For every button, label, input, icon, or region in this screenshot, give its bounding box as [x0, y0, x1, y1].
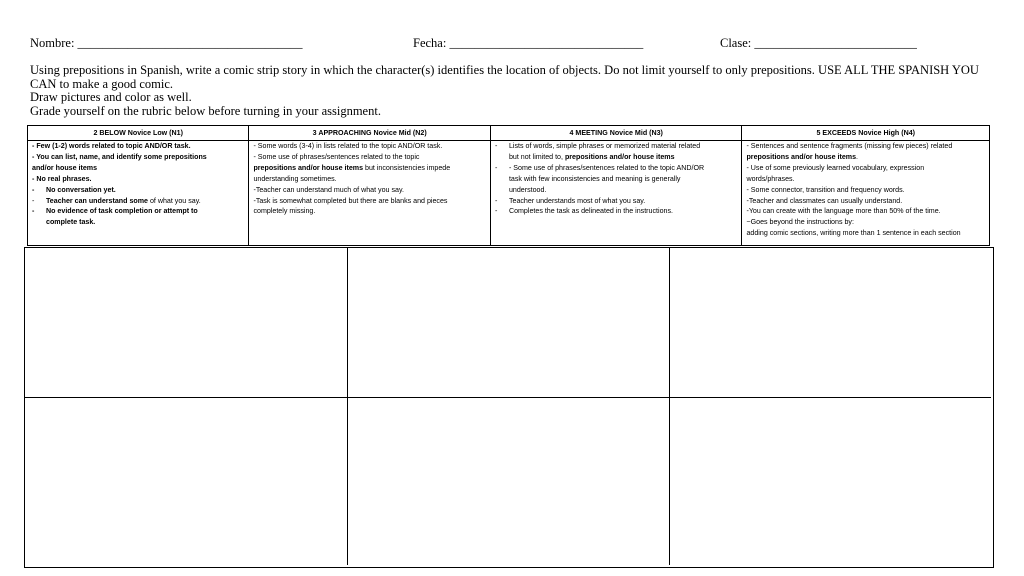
rubric-line-text: No conversation yet.	[46, 185, 116, 194]
instruction-grade: Grade yourself on the rubric below before turning in your assignment.	[30, 103, 381, 118]
instruction-main: Using prepositions in Spanish, write a comic strip story in which the character(s) identifies the location of objects. Do not limit yourself to only prepositions. USE ALL THE SPANISH YOU CAN to make a good comic.	[30, 63, 979, 91]
rubric-line: - Lists of words, simple phrases or memorized material related	[494, 142, 701, 150]
rubric-line: -Teacher can understand much of what you say.	[253, 185, 404, 194]
comic-panel-4	[25, 398, 348, 565]
rubric-line: - Sentences and sentence fragments (missing few pieces) related	[746, 142, 953, 150]
rubric-line-text: No evidence of task completion or attempt to	[46, 207, 198, 216]
rubric-line	[495, 152, 738, 163]
rubric-header-exceeds: 5 EXCEEDS Novice High (N4)	[742, 126, 990, 141]
rubric-line: -Teacher and classmates can usually understand.	[746, 196, 903, 205]
rubric-line: - Some connector, transition and frequency words.	[746, 185, 905, 194]
rubric-line-text: but inconsistencies impede	[363, 163, 451, 172]
rubric-line: completely missing.	[253, 207, 316, 216]
rubric-line: - Completes the task as delineated in the instructions.	[494, 207, 673, 216]
rubric-line-text: Teacher can understand some	[46, 196, 148, 205]
rubric-line: and/or house items	[32, 163, 98, 172]
rubric-line: - No evidence of task completion or attempt to	[32, 207, 198, 216]
comic-panels-grid	[24, 247, 994, 568]
rubric-line: understanding sometimes.	[253, 174, 337, 183]
rubric-line-text: prepositions and/or house items	[253, 163, 364, 172]
rubric-line: -Task is somewhat completed but there are blanks and pieces	[253, 196, 448, 205]
rubric-line: - Some use of phrases/sentences related to the topic	[253, 152, 420, 161]
rubric-line: -You can create with the language more than 50% of the time.	[746, 207, 941, 216]
rubric-line-text: prepositions and/or house items	[564, 152, 675, 161]
rubric-table	[27, 125, 990, 246]
rubric-line: words/phrases.	[746, 174, 795, 183]
rubric-line: - Use of some previously learned vocabulary, expression	[746, 163, 925, 172]
rubric-cell-exceeds	[742, 141, 990, 246]
rubric-line: ~Goes beyond the instructions by:	[746, 218, 854, 227]
rubric-line-text: prepositions and/or house items	[746, 152, 857, 161]
rubric-line-text: Lists of words, simple phrases or memorized material related	[508, 142, 701, 150]
rubric-line: adding comic sections, writing more than 1 sentence in each section	[746, 229, 961, 238]
comic-panel-1	[25, 248, 348, 398]
rubric-line-text: but not limited to,	[508, 152, 565, 161]
rubric-line-text: .	[856, 152, 859, 161]
rubric-line-text: task with few inconsistencies and meaning is generally	[508, 174, 681, 183]
rubric-line	[746, 152, 985, 163]
instruction-draw: Draw pictures and color as well.	[30, 90, 192, 104]
instructions	[30, 64, 990, 118]
rubric-line: - No real phrases.	[32, 174, 92, 183]
rubric-criteria-row	[28, 141, 990, 246]
rubric-line-text: Completes the task as delineated in the instructions.	[508, 207, 673, 216]
comic-panel-6	[670, 398, 991, 565]
nombre-field: Nombre: ____________________________________	[30, 36, 303, 50]
rubric-line: - - Some use of phrases/sentences related to the topic AND/OR	[494, 163, 705, 172]
comic-panel-2	[348, 248, 670, 398]
rubric-line-text: - Some use of phrases/sentences related to the topic AND/OR	[508, 163, 705, 172]
rubric-header-below: 2 BELOW Novice Low (N1)	[28, 126, 249, 141]
rubric-line: - Teacher understands most of what you say.	[494, 196, 646, 205]
rubric-header-approaching: 3 APPROACHING Novice Mid (N2)	[249, 126, 491, 141]
rubric-cell-meeting	[490, 141, 742, 246]
rubric-line	[495, 174, 738, 185]
rubric-line: - Few (1-2) words related to topic AND/OR task.	[32, 142, 191, 150]
rubric-line: - You can list, name, and identify some prepositions	[32, 152, 207, 161]
rubric-line-text: Teacher understands most of what you say.	[508, 196, 646, 205]
rubric-line-text: understood.	[508, 185, 547, 194]
rubric-cell-approaching	[249, 141, 491, 246]
rubric-line	[32, 217, 244, 228]
rubric-header-meeting: 4 MEETING Novice Mid (N3)	[490, 126, 742, 141]
comic-panel-3	[670, 248, 991, 398]
fecha-field: Fecha: _______________________________	[413, 36, 644, 50]
rubric-header-row	[28, 126, 990, 141]
rubric-line: - No conversation yet.	[32, 185, 116, 194]
rubric-line	[253, 163, 486, 174]
rubric-line-text: complete task.	[46, 218, 96, 227]
rubric-line	[495, 185, 738, 196]
rubric-line-text: of what you say.	[147, 196, 201, 205]
rubric-line: - Some words (3-4) in lists related to the topic AND/OR task.	[253, 142, 443, 150]
comic-panel-5	[348, 398, 670, 565]
rubric-line: - Teacher can understand some of what you say.	[32, 196, 201, 205]
clase-field: Clase: __________________________	[720, 36, 917, 50]
rubric-cell-below	[28, 141, 249, 246]
